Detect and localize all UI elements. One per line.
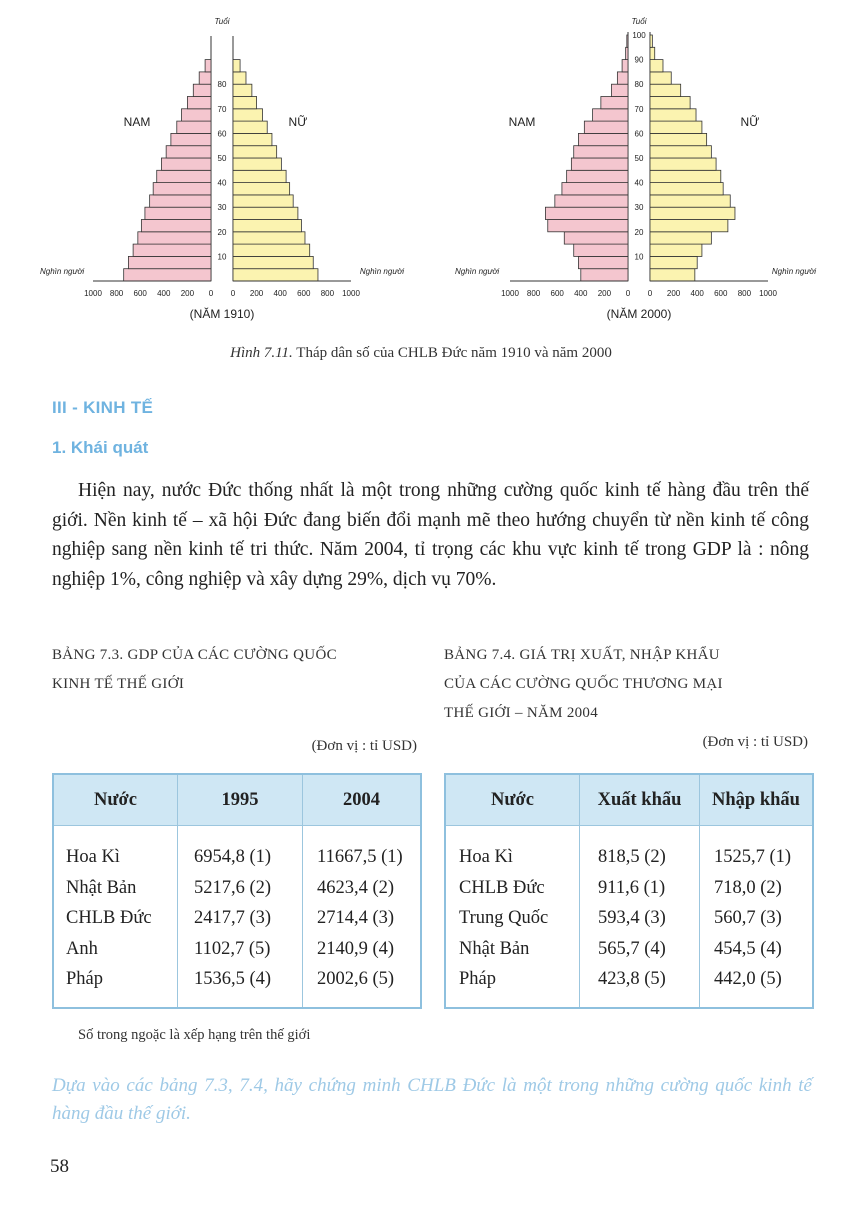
pyramid-2000 (455, 17, 816, 321)
male-bar (548, 220, 628, 232)
male-bar (574, 146, 628, 158)
male-bar (157, 170, 211, 182)
page-number: 58 (50, 1156, 69, 1177)
male-label: NAM (123, 115, 151, 129)
x-tick-label-right: 1000 (759, 289, 777, 298)
x-tick-label-right: 600 (297, 289, 311, 298)
male-bar (145, 207, 211, 219)
x-tick-label-right: 0 (230, 289, 236, 298)
male-bar (564, 232, 628, 244)
male-bar (601, 97, 628, 109)
age-tick-label: 90 (634, 55, 644, 65)
question-text: Dựa vào các bảng 7.3, 7.4, hãy chứng minh CHLB Đức là một trong những cường quốc kinh tế hàng đầu thế giới. (52, 1075, 812, 1124)
male-bar (153, 183, 211, 195)
y-axis-label: Tuổi (631, 17, 647, 26)
x-unit-left: Nghìn người (455, 267, 500, 276)
female-bar (650, 183, 723, 195)
table-note: Số trong ngoặc là xếp hạng trên thế giới (78, 1027, 311, 1043)
male-bar (193, 84, 211, 96)
x-tick-label-right: 800 (737, 289, 752, 298)
female-label: NỮ (288, 115, 308, 129)
x-tick-label-right: 0 (647, 289, 653, 298)
table1-title-line2: KINH TẾ THẾ GIỚI (52, 676, 185, 692)
x-tick-label-left: 400 (574, 289, 588, 298)
x-tick-label-left: 200 (597, 289, 612, 298)
table1-2004-column (303, 826, 420, 995)
male-bar (141, 220, 211, 232)
table1-unit: (Đơn vị : tỉ USD) (311, 738, 417, 754)
female-bar (233, 84, 252, 96)
male-bar (199, 72, 211, 84)
male-bar (177, 121, 211, 133)
male-bar (581, 269, 628, 281)
female-bar (233, 121, 267, 133)
female-bar (650, 35, 652, 47)
male-bar (578, 133, 628, 145)
female-bar (233, 60, 240, 72)
male-bar (593, 109, 628, 121)
age-tick-label: 20 (634, 227, 644, 237)
x-tick-label-right: 200 (666, 289, 681, 298)
table2-export-cell: 423,8 (5) (598, 969, 666, 989)
subsection-heading: 1. Khái quát (52, 438, 149, 457)
table2-import-column (700, 826, 812, 995)
figure-caption-text: Tháp dân số của CHLB Đức năm 1910 và năm 2000 (292, 345, 612, 361)
female-bar (233, 97, 257, 109)
female-bar (233, 170, 286, 182)
table2-country-cell: Trung Quốc (459, 908, 549, 928)
table1-1995-cell: 5217,6 (2) (194, 877, 272, 898)
female-bar (233, 207, 298, 219)
x-unit-right: Nghìn người (359, 267, 404, 276)
male-bar (150, 195, 211, 207)
male-bar (578, 256, 628, 268)
table1-header-1995: 1995 (178, 775, 303, 826)
female-bar (650, 170, 721, 182)
age-tick-label: 10 (634, 252, 644, 262)
female-bar (233, 195, 293, 207)
x-tick-label-left: 0 (625, 289, 631, 298)
x-tick-label-left: 200 (180, 289, 195, 298)
table2-country-column (446, 826, 579, 995)
age-tick-label: 60 (634, 129, 644, 139)
table2-country-cell: Nhật Bản (459, 938, 530, 959)
x-tick-label-left: 0 (208, 289, 214, 298)
x-tick-label-left: 400 (157, 289, 171, 298)
male-bar (611, 84, 628, 96)
table2-import-cell: 560,7 (3) (714, 908, 782, 928)
female-bar (650, 121, 702, 133)
male-bar (571, 158, 628, 170)
table2-export-cell: 911,6 (1) (598, 877, 666, 898)
female-bar (233, 133, 272, 145)
table1-country-cell: Nhật Bản (66, 877, 137, 898)
male-bar (627, 35, 628, 47)
body-paragraph: Hiện nay, nước Đức thống nhất là một trong những cường quốc kinh tế hàng đầu trên thế giới. Nền kinh tế – xã hội Đức đang biến đổi mạnh mẽ theo hướng chuyển từ nền kinh tế công nghiệp sang nền kinh tế tri thức. Năm 2004, tỉ trọng các khu vực kinh tế trong GDP là : nông nghiệp 1%, công nghiệp và xây dựng 29%, dịch vụ 70%. (52, 480, 809, 590)
age-tick-label: 20 (217, 227, 227, 237)
x-tick-label-left: 1000 (84, 289, 102, 298)
male-bar (166, 146, 211, 158)
table1-1995-cell: 2417,7 (3) (194, 908, 272, 928)
female-bar (650, 133, 707, 145)
table2-import-cell: 454,5 (4) (714, 938, 782, 959)
female-bar (233, 269, 318, 281)
age-tick-label: 70 (217, 104, 227, 114)
x-tick-label-left: 800 (526, 289, 541, 298)
table2-import-cell: 1525,7 (1) (714, 847, 792, 867)
pyramid-1910 (40, 17, 404, 321)
table2-country-cell: Pháp (459, 969, 496, 989)
x-tick-label-right: 400 (690, 289, 704, 298)
table2-export-cell: 565,7 (4) (598, 938, 666, 959)
male-bar (187, 97, 211, 109)
table2 (444, 773, 814, 1009)
table1-2004-cell: 2714,4 (3) (317, 908, 395, 928)
table1-1995-cell: 1102,7 (5) (194, 938, 271, 959)
table1-country-cell: Hoa Kì (66, 847, 120, 867)
female-bar (650, 109, 696, 121)
female-bar (650, 47, 655, 59)
male-bar (617, 72, 628, 84)
table1-title-line1: BẢNG 7.3. GDP CỦA CÁC CƯỜNG QUỐC (52, 647, 337, 663)
male-bar (182, 109, 212, 121)
female-bar (650, 72, 671, 84)
table2-title-line1: BẢNG 7.4. GIÁ TRỊ XUẤT, NHẬP KHẨU (444, 647, 720, 663)
table2-import-cell: 442,0 (5) (714, 969, 782, 989)
female-bar (233, 72, 246, 84)
age-tick-label: 40 (217, 178, 227, 188)
year-label: (NĂM 1910) (189, 307, 255, 321)
female-bar (650, 146, 711, 158)
year-label: (NĂM 2000) (606, 307, 672, 321)
age-tick-label: 60 (217, 129, 227, 139)
age-tick-label: 30 (634, 203, 644, 213)
female-label: NỮ (740, 115, 760, 129)
figure-caption (0, 345, 842, 362)
female-bar (650, 269, 695, 281)
section-heading: III - KINH TẾ (52, 398, 154, 417)
female-bar (650, 195, 730, 207)
female-bar (650, 97, 690, 109)
table2-header-export: Xuất khẩu (580, 775, 700, 826)
male-bar (128, 256, 211, 268)
female-bar (233, 220, 301, 232)
table1-country-cell: Anh (66, 938, 98, 959)
age-tick-label: 70 (634, 104, 644, 114)
table2-header-import: Nhập khẩu (700, 775, 813, 826)
female-bar (233, 109, 263, 121)
table1-country-cell: CHLB Đức (66, 908, 152, 928)
x-tick-label-right: 800 (320, 289, 335, 298)
table2-unit: (Đơn vị : tỉ USD) (702, 734, 808, 750)
table2-header-country: Nước (446, 775, 580, 826)
y-axis-label: Tuổi (214, 17, 230, 26)
table1-2004-cell: 4623,4 (2) (317, 877, 395, 898)
female-bar (233, 256, 313, 268)
table1-2004-cell: 2002,6 (5) (317, 969, 395, 989)
female-bar (650, 207, 735, 219)
male-bar (574, 244, 628, 256)
table2-export-column (580, 826, 699, 995)
figure-caption-label: Hình 7.11. (230, 345, 293, 361)
male-bar (555, 195, 628, 207)
age-tick-label: 100 (632, 31, 646, 40)
male-label: NAM (508, 115, 536, 129)
female-bar (650, 244, 702, 256)
x-tick-label-left: 600 (133, 289, 147, 298)
population-pyramids (0, 0, 842, 330)
x-unit-right: Nghìn người (771, 267, 816, 276)
x-tick-label-left: 800 (109, 289, 124, 298)
table1 (52, 773, 422, 1009)
female-bar (650, 158, 716, 170)
table1-1995-cell: 1536,5 (4) (194, 969, 272, 989)
female-bar (233, 183, 290, 195)
male-bar (133, 244, 211, 256)
female-bar (233, 158, 281, 170)
table2-export-cell: 593,4 (3) (598, 908, 666, 928)
female-bar (650, 60, 663, 72)
male-bar (124, 269, 211, 281)
male-bar (161, 158, 211, 170)
age-tick-label: 50 (634, 154, 644, 163)
female-bar (233, 232, 305, 244)
female-bar (650, 84, 681, 96)
age-tick-label: 50 (217, 154, 227, 163)
x-tick-label-right: 600 (714, 289, 728, 298)
table1-header-country: Nước (54, 775, 178, 826)
female-bar (233, 146, 277, 158)
x-tick-label-right: 400 (273, 289, 287, 298)
age-tick-label: 10 (217, 252, 227, 262)
male-bar (205, 60, 211, 72)
table1-2004-cell: 2140,9 (4) (317, 938, 395, 959)
male-bar (171, 133, 211, 145)
table2-import-cell: 718,0 (2) (714, 877, 782, 898)
table2-export-cell: 818,5 (2) (598, 847, 666, 867)
male-bar (567, 170, 628, 182)
male-bar (626, 47, 628, 59)
x-tick-label-right: 1000 (342, 289, 360, 298)
age-tick-label: 40 (634, 178, 644, 188)
x-tick-label-left: 1000 (501, 289, 519, 298)
age-tick-label: 30 (217, 203, 227, 213)
table1-title (52, 641, 337, 699)
table1-header-2004: 2004 (303, 775, 421, 826)
table1-1995-cell: 6954,8 (1) (194, 847, 272, 867)
male-bar (622, 60, 628, 72)
x-tick-label-right: 200 (249, 289, 264, 298)
table2-country-cell: CHLB Đức (459, 877, 545, 898)
table1-country-column (54, 826, 177, 995)
table2-country-cell: Hoa Kì (459, 847, 513, 867)
table2-title-line2: CỦA CÁC CƯỜNG QUỐC THƯƠNG MẠI (444, 676, 723, 692)
table1-1995-column (178, 826, 302, 995)
male-bar (138, 232, 211, 244)
age-tick-label: 80 (634, 80, 644, 90)
female-bar (650, 232, 711, 244)
female-bar (233, 244, 310, 256)
x-unit-left: Nghìn người (40, 267, 85, 276)
x-tick-label-left: 600 (550, 289, 564, 298)
table2-title (444, 641, 723, 728)
table2-title-line3: THẾ GIỚI – NĂM 2004 (444, 705, 599, 721)
female-bar (650, 220, 728, 232)
male-bar (562, 183, 628, 195)
table1-2004-cell: 11667,5 (1) (317, 847, 403, 867)
male-bar (584, 121, 628, 133)
age-tick-label: 80 (217, 80, 227, 90)
table1-country-cell: Pháp (66, 969, 103, 989)
female-bar (650, 256, 697, 268)
male-bar (545, 207, 628, 219)
